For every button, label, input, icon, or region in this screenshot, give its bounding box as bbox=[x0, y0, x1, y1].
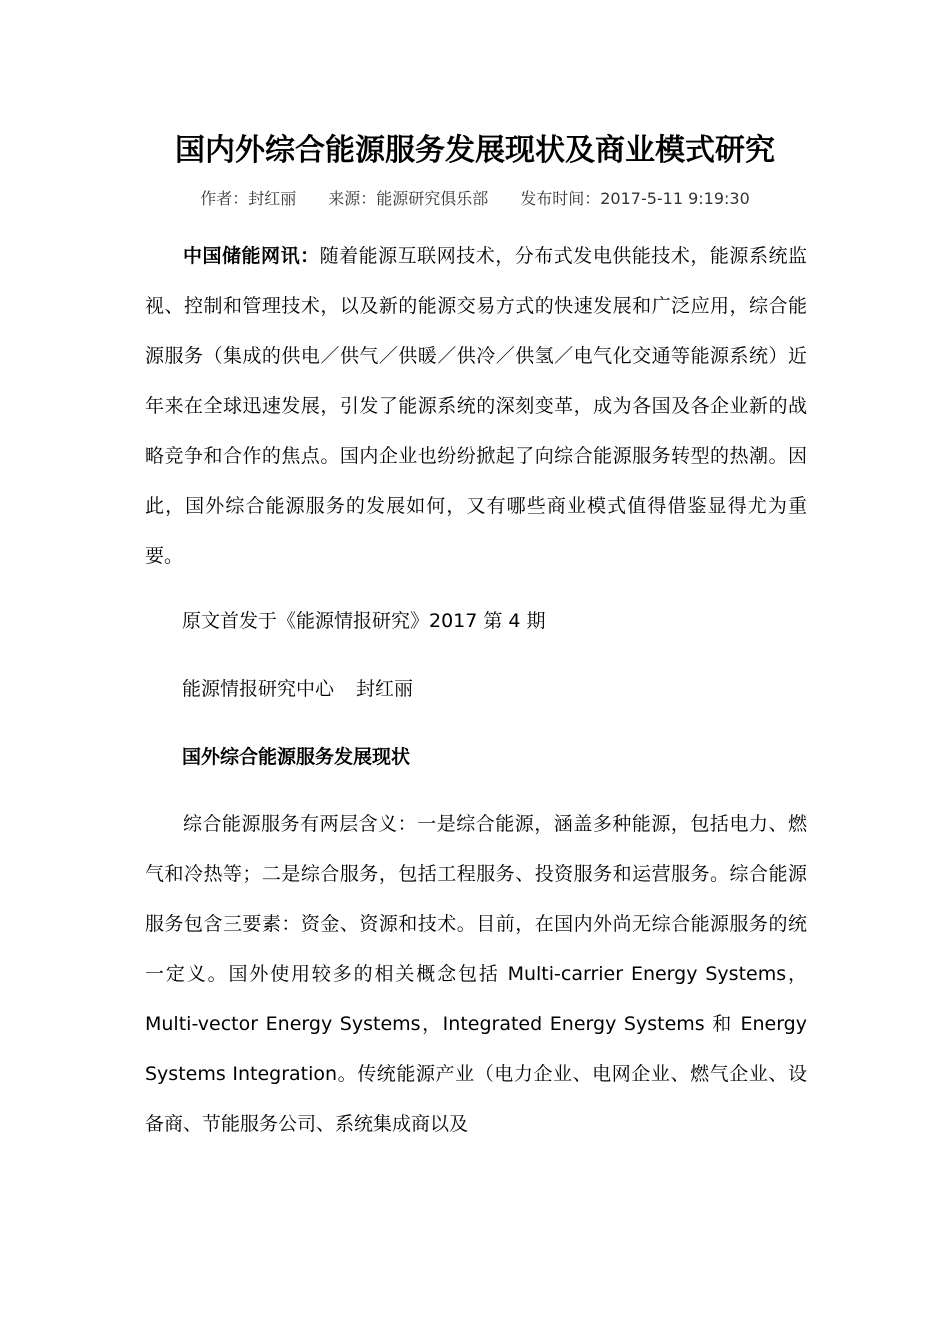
section-paragraph: 综合能源服务有两层含义：一是综合能源，涵盖多种能源，包括电力、燃气和冷热等；二是综合服务，包括工程服务、投资服务和运营服务。综合能源服务包含三要素：资金、资源和技术。目前，在国内外尚无综合能源服务的统一定义。国外使用较多的相关概念包括 Multi-carrier Energy Systems，Multi-vector Energy Systems，Integrated Energy Systems 和 Energy Systems Integration。传统能源产业（电力企业、电网企业、燃气企业、设备商、节能服务公司、系统集成商以及 bbox=[145, 813, 807, 1135]
origin-note: 原文首发于《能源情报研究》2017 第 4 期 bbox=[182, 610, 546, 632]
publish-time: 发布时间：2017-5-11 9:19:30 bbox=[520, 189, 750, 208]
article-meta bbox=[0, 186, 950, 212]
intro-paragraph bbox=[145, 231, 807, 581]
author-org: 能源情报研究中心 bbox=[182, 678, 335, 700]
article-title: 国内外综合能源服务发展现状及商业模式研究 bbox=[175, 133, 775, 168]
author-info: 作者：封红丽 bbox=[200, 189, 297, 208]
intro-lead: 中国储能网讯： bbox=[183, 245, 320, 267]
author-name: 封红丽 bbox=[356, 678, 414, 700]
section-heading: 国外综合能源服务发展现状 bbox=[182, 746, 411, 768]
source-info: 来源：能源研究俱乐部 bbox=[328, 189, 489, 208]
intro-text: 随着能源互联网技术，分布式发电供能技术，能源系统监视、控制和管理技术，以及新的能源交易方式的快速发展和广泛应用，综合能源服务（集成的供电／供气／供暖／供冷／供氢／电气化交通等能源系统）近年来在全球迅速发展，引发了能源系统的深刻变革，成为各国及各企业新的战略竞争和合作的焦点。国内企业也纷纷掀起了向综合能源服务转型的热潮。因此，国外综合能源服务的发展如何，又有哪些商业模式值得借鉴显得尤为重要。 bbox=[145, 245, 807, 567]
author-line bbox=[182, 672, 413, 706]
